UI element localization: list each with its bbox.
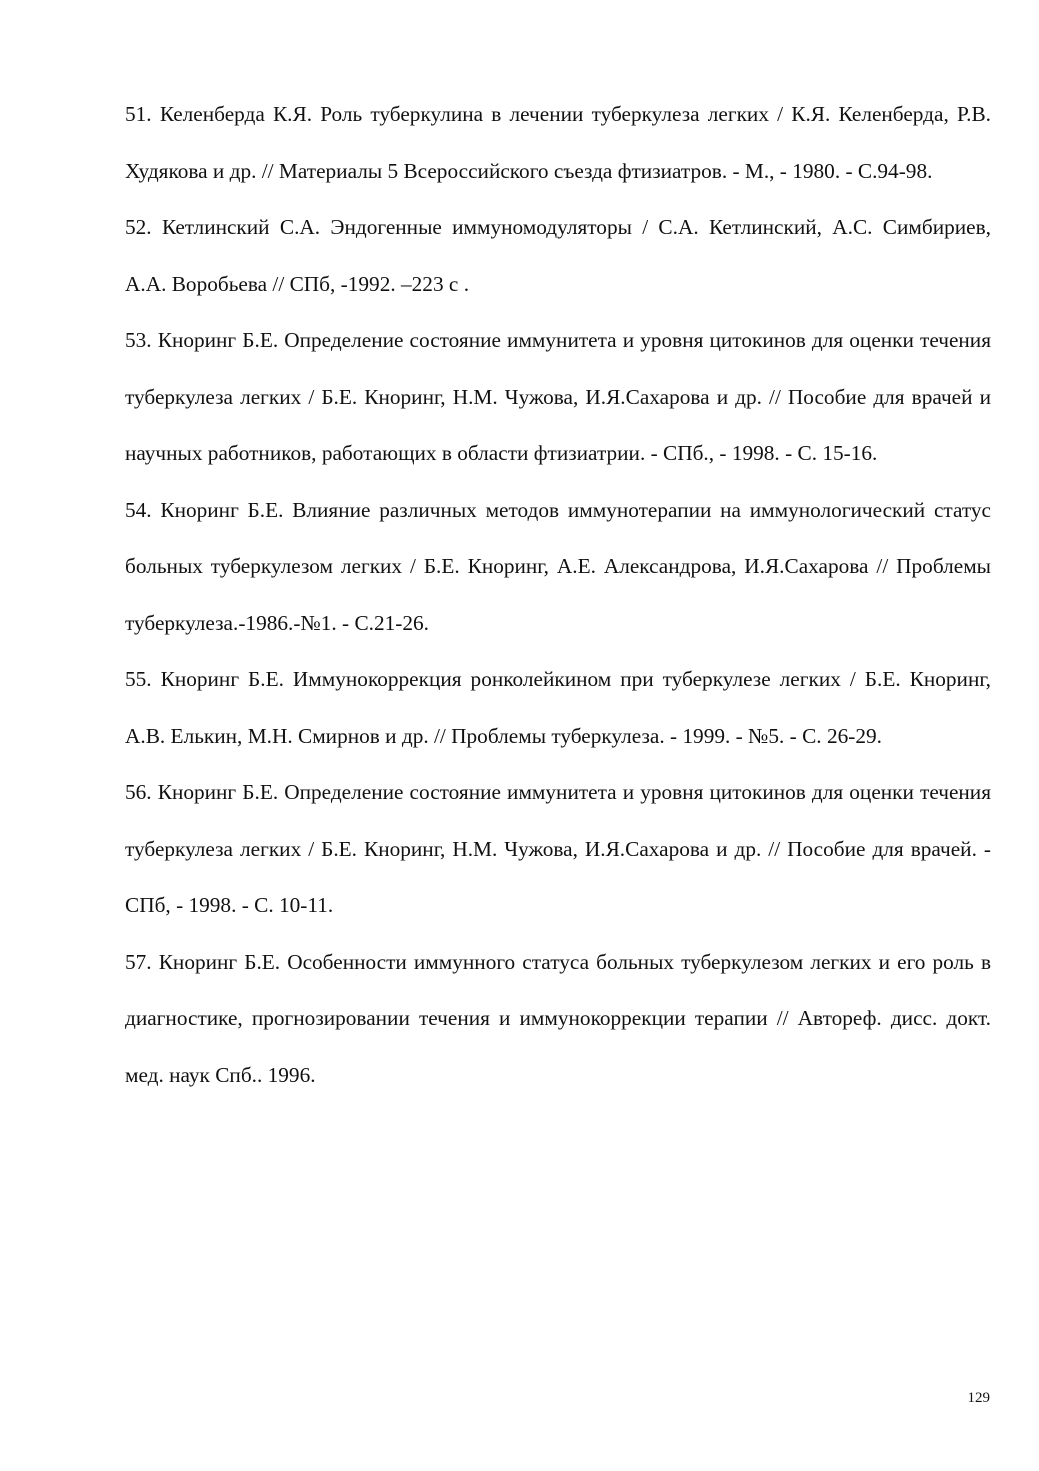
reference-text: Кноринг Б.Е. Определение состояние иммунитета и уровня цитокинов для оценки течения туберкулеза легких / Б.Е. Кноринг, Н.М. Чужова, И.Я.Сахарова и др. // Пособие для врачей. - СПб, - 1998. - С. 10-11. — [125, 780, 992, 917]
reference-item-55 — [125, 651, 991, 764]
reference-number: 52. — [125, 215, 152, 239]
reference-number: 51. — [125, 102, 152, 126]
reference-text: Кетлинский С.А. Эндогенные иммуномодуляторы / С.А. Кетлинский, А.С. Симбириев, А.А. Воробьева // СПб, -1992. –223 с . — [125, 215, 991, 296]
reference-item-57 — [125, 934, 991, 1104]
reference-item-51 — [125, 86, 991, 199]
page-number: 129 — [967, 1390, 990, 1406]
reference-item-54 — [125, 482, 991, 652]
reference-item-52 — [125, 199, 991, 312]
reference-item-56 — [125, 764, 991, 934]
reference-text: Кноринг Б.Е. Особенности иммунного статуса больных туберкулезом легких и его роль в диагностике, прогнозировании течения и иммунокоррекции терапии // Автореф. дисс. докт. мед. наук Спб.. 1996. — [125, 949, 991, 1087]
reference-number: 53. — [125, 328, 152, 352]
reference-item-53 — [125, 312, 991, 482]
reference-text: Кноринг Б.Е. Влияние различных методов иммунотерапии на иммунологический статус больных туберкулезом легких / Б.Е. Кноринг, А.Е. Александрова, И.Я.Сахарова // Проблемы туберкулеза.-1986.-№1. - С.21-26. — [125, 497, 991, 635]
reference-text: Кноринг Б.Е. Иммунокоррекция ронколейкином при туберкулезе легких / Б.Е. Кноринг, А.В. Елькин, М.Н. Смирнов и др. // Проблемы туберкулеза. - 1999. - №5. - С. 26-29. — [125, 667, 992, 748]
reference-number: 54. — [125, 497, 152, 522]
reference-list — [125, 86, 991, 1103]
reference-number: 55. — [125, 667, 152, 691]
reference-number: 57. — [125, 949, 152, 974]
reference-text: Кноринг Б.Е. Определение состояние иммунитета и уровня цитокинов для оценки течения туберкулеза легких / Б.Е. Кноринг, Н.М. Чужова, И.Я.Сахарова и др. // Пособие для врачей и научных работников, работающих в области фтизиатрии. - СПб., - 1998. - С. 15-16. — [125, 328, 992, 465]
reference-number: 56. — [125, 780, 152, 804]
reference-text: Келенберда К.Я. Роль туберкулина в лечении туберкулеза легких / К.Я. Келенберда, Р.В. Худякова и др. // Материалы 5 Всероссийского съезда фтизиатров. - М., - 1980. - С.94-98. — [125, 102, 991, 183]
